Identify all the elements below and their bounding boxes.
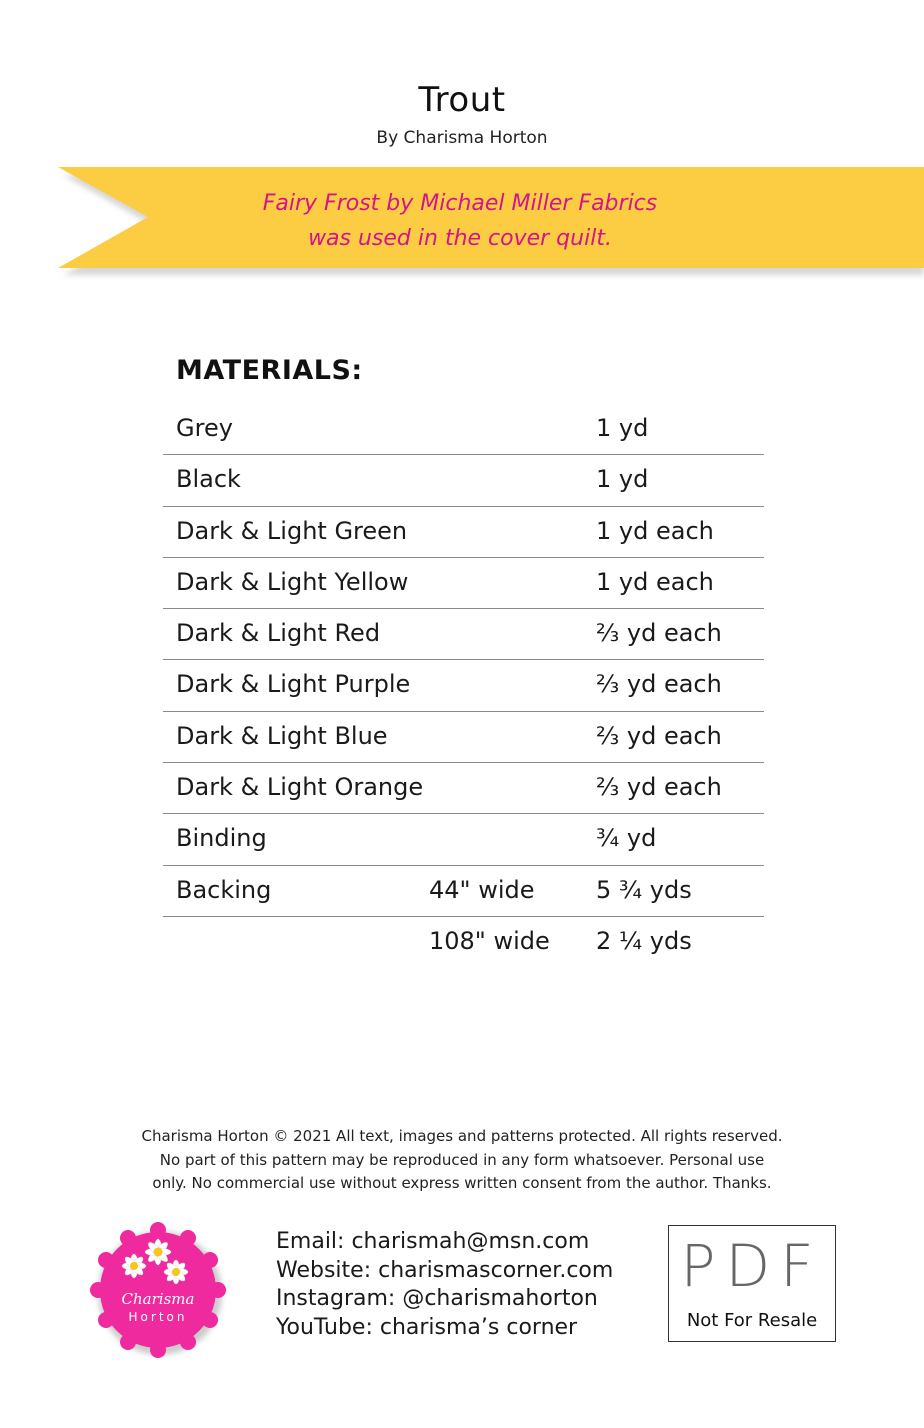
materials-row xyxy=(163,917,764,968)
materials-row xyxy=(163,558,764,609)
material-name: Backing xyxy=(176,875,272,904)
material-amount: ⅔ yd each xyxy=(596,670,722,699)
materials-row xyxy=(163,404,764,455)
material-amount: 1 yd each xyxy=(596,516,714,545)
material-name: Dark & Light Red xyxy=(176,619,381,648)
materials-row xyxy=(163,712,764,763)
banner-line-2: was used in the cover quilt. xyxy=(308,226,612,251)
material-amount: ⅔ yd each xyxy=(596,773,722,802)
materials-row xyxy=(163,609,764,660)
pdf-label: PDF xyxy=(680,1232,824,1300)
pdf-not-for-resale-badge xyxy=(668,1225,836,1342)
copyright-notice xyxy=(112,1125,812,1196)
material-name: Dark & Light Green xyxy=(176,516,408,545)
material-width: 108" wide xyxy=(429,926,550,955)
material-name: Dark & Light Orange xyxy=(176,773,424,802)
material-amount: 1 yd each xyxy=(596,567,714,596)
material-name: Dark & Light Purple xyxy=(176,670,411,699)
copyright-line: No part of this pattern may be reproduced in any form whatsoever. Personal use xyxy=(159,1150,765,1169)
material-name: Dark & Light Yellow xyxy=(176,567,409,596)
materials-row xyxy=(163,866,764,917)
material-name: Dark & Light Blue xyxy=(176,721,388,750)
material-amount: 2 ¼ yds xyxy=(596,926,692,955)
copyright-line: only. No commercial use without express written consent from the author. Thanks. xyxy=(152,1174,772,1192)
material-amount: 5 ¾ yds xyxy=(596,875,692,904)
material-amount: 1 yd xyxy=(596,414,649,442)
author-byline: By Charisma Horton xyxy=(376,128,548,148)
materials-row xyxy=(163,660,764,711)
material-name: Black xyxy=(176,465,241,494)
daisy-icon xyxy=(122,1254,146,1278)
logo-name: Charisma xyxy=(121,1290,195,1308)
banner-text xyxy=(200,186,720,256)
logo-surname: Horton xyxy=(128,1310,188,1324)
materials-row xyxy=(163,507,764,558)
contact-email: Email: charismah@msn.com xyxy=(276,1229,590,1254)
materials-row xyxy=(163,814,764,865)
contact-youtube: YouTube: charisma’s corner xyxy=(276,1314,578,1340)
contact-info xyxy=(276,1228,613,1342)
material-amount: ⅔ yd each xyxy=(596,619,722,648)
material-name: Grey xyxy=(176,414,233,442)
materials-row xyxy=(163,763,764,814)
daisy-icon xyxy=(164,1260,188,1284)
banner-line-1: Fairy Frost by Michael Miller Fabrics xyxy=(262,191,658,216)
contact-website: Website: charismascorner.com xyxy=(276,1257,614,1283)
copyright-line: Charisma Horton © 2021 All text, images and patterns protected. All rights reserved. xyxy=(141,1127,783,1145)
pattern-title: Trout xyxy=(418,80,506,120)
daisy-icon xyxy=(145,1239,171,1265)
material-amount: 1 yd xyxy=(596,465,649,494)
material-name: Binding xyxy=(176,824,267,853)
material-amount: ¾ yd xyxy=(596,824,657,853)
materials-table xyxy=(163,404,764,968)
material-width: 44" wide xyxy=(429,875,535,904)
material-amount: ⅔ yd each xyxy=(596,721,722,750)
contact-instagram: Instagram: @charismahorton xyxy=(276,1286,598,1311)
materials-heading: MATERIALS: xyxy=(176,355,363,386)
materials-row xyxy=(163,455,764,506)
not-for-resale-label: Not For Resale xyxy=(686,1310,818,1331)
